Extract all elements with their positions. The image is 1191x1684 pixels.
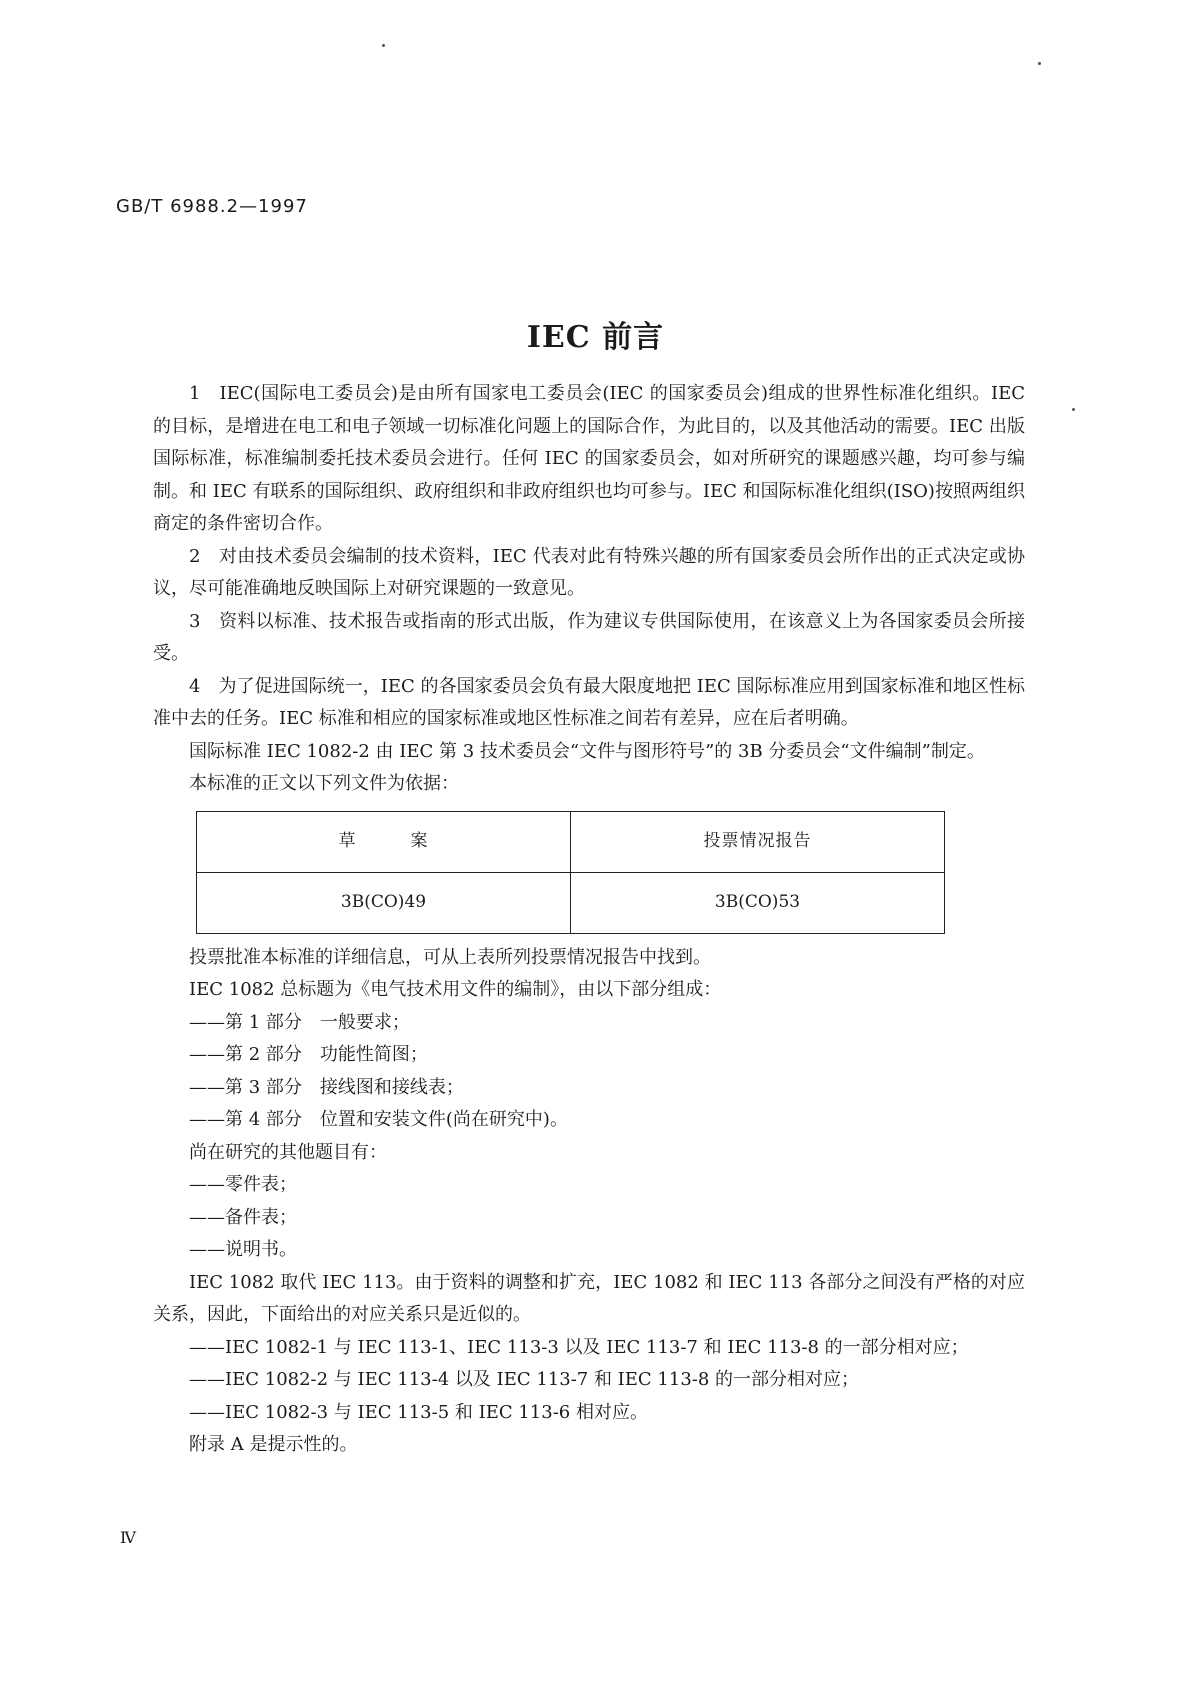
table-header-row [197,811,945,872]
statement-2: 本标准的正文以下列文件为依据： [189,773,459,794]
table-header-vote-report: 投票情况报告 [571,811,945,872]
paragraph-2: 2 对由技术委员会编制的技术资料，IEC 代表对此有特殊兴趣的所有国家委员会所作出的正式决定或协议，尽可能准确地反映国际上对研究课题的一致意见。 [153,545,1025,599]
study-intro: 尚在研究的其他题目有： [189,1141,387,1163]
paragraph-4: 4 为了促进国际统一，IEC 的各国家委员会负有最大限度地把 IEC 国际标准应用到国家标准和地区性标准中去的任务。IEC 标准和相应的国家标准或地区性标准之间若有差异，应在后者明确。 [153,675,1025,729]
scan-speck [1038,62,1041,65]
list-item-correspondence-2: ——IEC 1082-2 与 IEC 113-4 以及 IEC 113-7 和 IEC 113-8 的一部分相对应； [189,1369,860,1390]
list-item-study-3: ——说明书。 [189,1239,297,1260]
paragraph-1: 1 IEC(国际电工委员会)是由所有国家电工委员会(IEC 的国家委员会)组成的世界性标准化组织。IEC 的目标，是增进在电工和电子领域一切标准化问题上的国际合作，为此目的，以及其他活动的需要。IEC 出版国际标准，标准编制委托技术委员会进行。任何 IEC 的国家委员会，如对所研究的课题感兴趣，均可参与编制。和 IEC 有联系的国际组织、政府组织和非政府组织也均可参与。IEC 和国际标准化组织(ISO)按照两组织商定的条件密切合作。 [153,383,1025,534]
table-header-draft: 草 案 [197,811,571,872]
list-item-study-2: ——备件表； [189,1206,297,1228]
after-table-note: 投票批准本标准的详细信息，可从上表所列投票情况报告中找到。 [189,946,711,968]
scan-speck [1072,408,1075,411]
appendix-note: 附录 A 是提示性的。 [189,1434,358,1455]
body-text [153,378,1025,1462]
table-row [197,872,945,933]
list-item-part-2: ——第 2 部分 功能性简图； [189,1044,428,1065]
list-item-correspondence-1: ——IEC 1082-1 与 IEC 113-1、IEC 113-3 以及 IEC 113-7 和 IEC 113-8 的一部分相对应； [189,1336,969,1358]
list-item-correspondence-3: ——IEC 1082-3 与 IEC 113-5 和 IEC 113-6 相对应。 [189,1401,648,1423]
reference-documents-table [196,811,945,934]
page-number: Ⅳ [120,1528,136,1547]
scan-speck [382,44,385,47]
page-title: IEC 前言 [526,320,665,355]
list-item-part-4: ——第 4 部分 位置和安装文件(尚在研究中)。 [189,1109,568,1130]
list-item-part-3: ——第 3 部分 接线图和接线表； [189,1076,464,1098]
statement-1: 国际标准 IEC 1082-2 由 IEC 第 3 技术委员会“文件与图形符号”的 3B 分委员会“文件编制”制定。 [189,740,985,762]
list-item-part-1: ——第 1 部分 一般要求； [189,1011,410,1033]
list-item-study-1: ——零件表； [189,1174,297,1195]
standard-code: GB/T 6988.2—1997 [116,196,308,217]
table-cell-vote-report: 3B(CO)53 [571,872,945,933]
parts-intro: IEC 1082 总标题为《电气技术用文件的编制》，由以下部分组成： [189,979,722,1000]
paragraph-3: 3 资料以标准、技术报告或指南的形式出版，作为建议专供国际使用，在该意义上为各国家委员会所接受。 [153,610,1025,664]
table-cell-draft: 3B(CO)49 [197,872,571,933]
replacement-paragraph: IEC 1082 取代 IEC 113。由于资料的调整和扩充，IEC 1082 和 IEC 113 各部分之间没有严格的对应关系，因此，下面给出的对应关系只是近似的。 [153,1271,1025,1325]
